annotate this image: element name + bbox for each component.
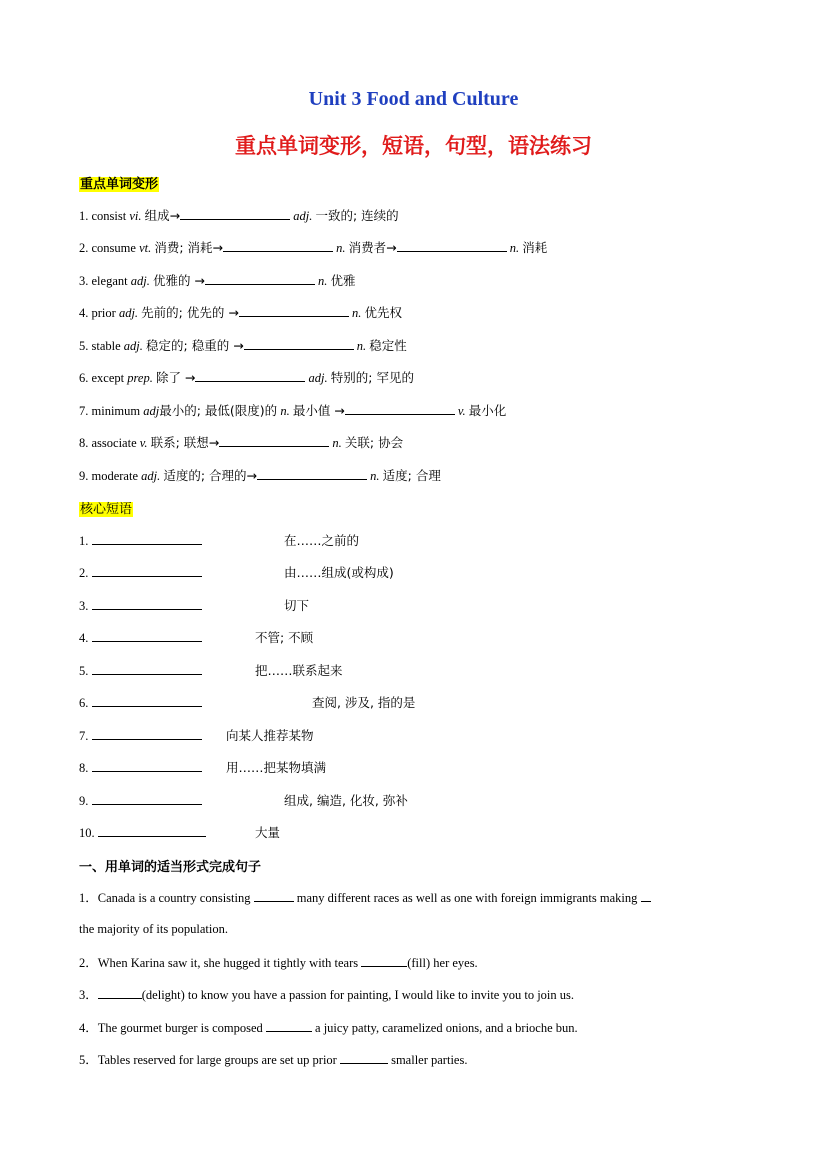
- answer-blank[interactable]: [340, 1050, 388, 1064]
- answer-blank[interactable]: [219, 433, 329, 447]
- answer-blank[interactable]: [92, 693, 202, 707]
- answer-blank[interactable]: [641, 888, 651, 902]
- vocab-section-label: 重点单词变形: [80, 177, 159, 192]
- vocab-item-3: 3. elegant adj. 优雅的 → n. 优雅: [79, 273, 356, 288]
- answer-blank[interactable]: [98, 823, 206, 837]
- vocab-item-8: 8. associate v. 联系; 联想→ n. 关联; 协会: [79, 435, 404, 450]
- answer-blank[interactable]: [397, 238, 507, 252]
- sentence-5: 5．Tables reserved for large groups are set up prior smaller parties.: [79, 1050, 467, 1069]
- answer-blank[interactable]: [92, 791, 202, 805]
- sentence-1-cont: the majority of its population.: [79, 922, 228, 936]
- exercise-heading: 一、用单词的适当形式完成句子: [79, 860, 262, 875]
- phrase-meaning-6: 查阅, 涉及, 指的是: [312, 695, 416, 710]
- phrase-item-6: 6.: [79, 693, 202, 712]
- answer-blank[interactable]: [205, 271, 315, 285]
- answer-blank[interactable]: [92, 628, 202, 642]
- phrase-item-3: 3.: [79, 596, 202, 615]
- answer-blank[interactable]: [195, 368, 305, 382]
- answer-blank[interactable]: [98, 985, 142, 999]
- phrase-meaning-2: 由……组成(或构成): [284, 565, 394, 580]
- phrase-meaning-5: 把……联系起来: [255, 663, 343, 678]
- phrase-meaning-1: 在……之前的: [284, 533, 360, 548]
- phrase-meaning-8: 用……把某物填满: [226, 760, 327, 775]
- answer-blank[interactable]: [244, 336, 354, 350]
- answer-blank[interactable]: [345, 401, 455, 415]
- sentence-4: 4．The gourmet burger is composed a juicy patty, caramelized onions, and a brioche bun.: [79, 1018, 578, 1037]
- sentence-1: 1．Canada is a country consisting many different races as well as one with foreign immigrants making: [79, 888, 651, 907]
- answer-blank[interactable]: [92, 758, 202, 772]
- phrase-item-10: 10.: [79, 823, 206, 842]
- answer-blank[interactable]: [239, 303, 349, 317]
- page-subtitle: 重点单词变形，短语，句型，语法练习: [235, 134, 592, 158]
- phrase-item-5: 5.: [79, 661, 202, 680]
- vocab-item-2: 2. consume vt. 消费; 消耗→ n. 消费者→ n. 消耗: [79, 240, 548, 255]
- answer-blank[interactable]: [92, 661, 202, 675]
- answer-blank[interactable]: [180, 206, 290, 220]
- phrase-meaning-3: 切下: [284, 598, 310, 613]
- vocab-item-9: 9. moderate adj. 适度的; 合理的→ n. 适度; 合理: [79, 468, 441, 483]
- phrase-meaning-4: 不管; 不顾: [255, 630, 314, 645]
- phrase-item-1: 1.: [79, 531, 202, 550]
- answer-blank[interactable]: [92, 596, 202, 610]
- vocab-item-5: 5. stable adj. 稳定的; 稳重的 → n. 稳定性: [79, 338, 407, 353]
- sentence-3: 3． (delight) to know you have a passion for painting, I would like to invite you to join us.: [79, 985, 574, 1004]
- answer-blank[interactable]: [266, 1018, 312, 1032]
- answer-blank[interactable]: [361, 953, 407, 967]
- answer-blank[interactable]: [92, 563, 202, 577]
- answer-blank[interactable]: [254, 888, 294, 902]
- phrase-meaning-9: 组成, 编造, 化妆, 弥补: [284, 793, 408, 808]
- phrase-item-2: 2.: [79, 563, 202, 582]
- phrase-meaning-7: 向某人推荐某物: [226, 728, 314, 743]
- answer-blank[interactable]: [223, 238, 333, 252]
- vocab-item-4: 4. prior adj. 先前的; 优先的 → n. 优先权: [79, 305, 402, 320]
- phrase-item-4: 4.: [79, 628, 202, 647]
- phrase-item-7: 7.: [79, 726, 202, 745]
- page-title: Unit 3 Food and Culture: [308, 88, 519, 110]
- sentence-2: 2．When Karina saw it, she hugged it tightly with tears (fill) her eyes.: [79, 953, 478, 972]
- phrase-meaning-10: 大量: [255, 825, 281, 840]
- vocab-item-6: 6. except prep. 除了 → adj. 特别的; 罕见的: [79, 370, 414, 385]
- phrases-section-label: 核心短语: [80, 502, 133, 517]
- vocab-item-7: 7. minimum adj最小的; 最低(限度)的 n. 最小值 → v. 最小化: [79, 403, 507, 418]
- answer-blank[interactable]: [257, 466, 367, 480]
- answer-blank[interactable]: [92, 531, 202, 545]
- phrase-item-8: 8.: [79, 758, 202, 777]
- answer-blank[interactable]: [92, 726, 202, 740]
- vocab-item-1: 1. consist vi. 组成→ adj. 一致的; 连续的: [79, 208, 399, 223]
- phrase-item-9: 9.: [79, 791, 202, 810]
